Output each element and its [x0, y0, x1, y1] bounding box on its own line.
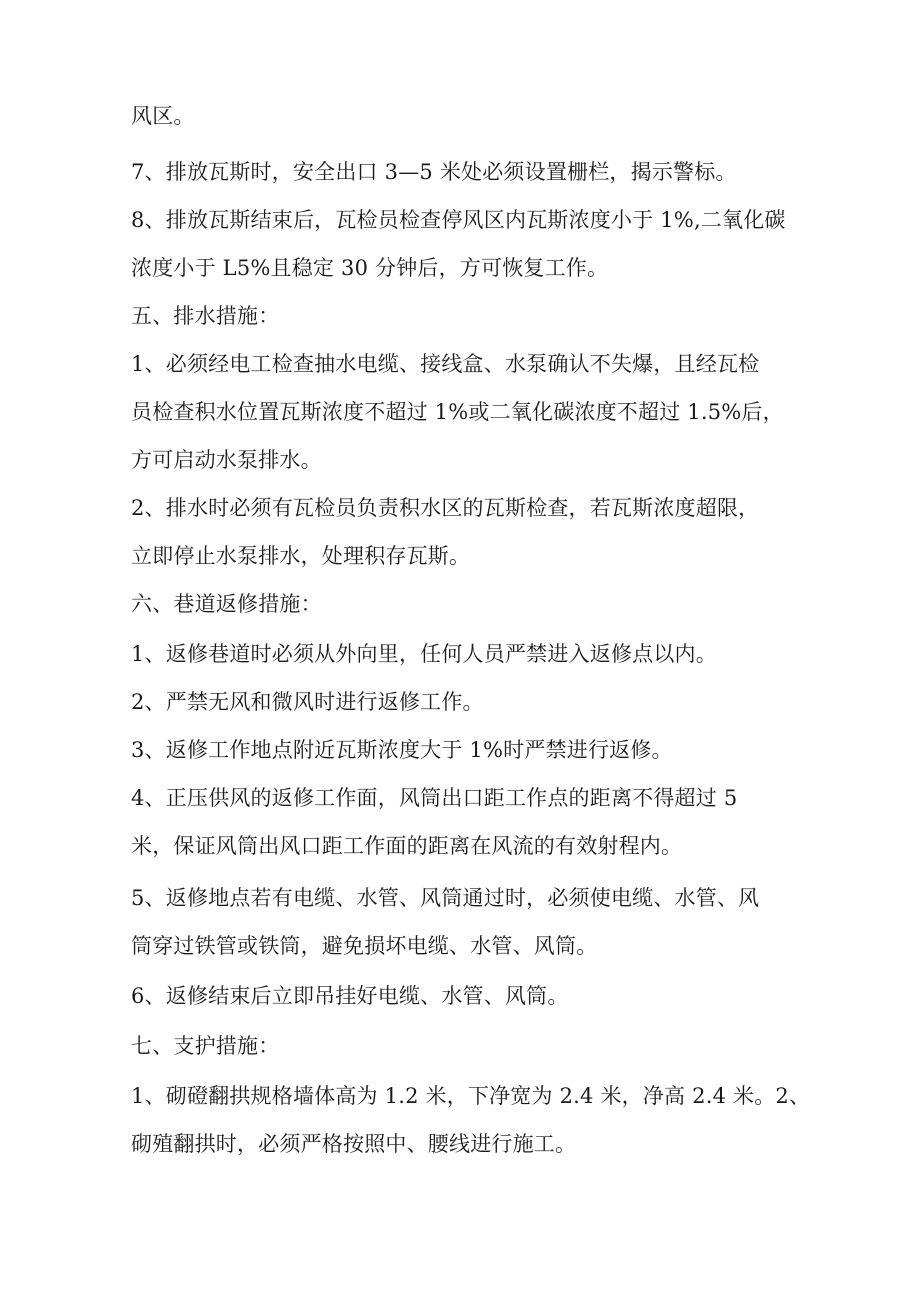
text-line: 1、返修巷道时必须从外向里，任何人员严禁进入返修点以内。: [131, 642, 717, 666]
text-line: 5、返修地点若有电缆、水管、风筒通过时，必须使电缆、水管、风: [131, 886, 760, 910]
text-line: 1、砌磴翻拱规格墙体高为 1.2 米，下净宽为 2.4 米，净高 2.4 米。2、: [131, 1084, 811, 1108]
section-heading: 五、排水措施：: [131, 304, 280, 328]
text-line: 立即停止水泵排水，处理积存瓦斯。: [131, 544, 471, 568]
text-line: 砌殖翻拱时，必须严格按照中、腰线进行施工。: [131, 1132, 577, 1156]
text-line: 浓度小于 L5%且稳定 30 分钟后，方可恢复工作。: [131, 256, 609, 280]
text-line: 7、排放瓦斯时，安全出口 3—5 米处必须设置栅栏，揭示警标。: [131, 160, 737, 184]
text-line: 2、排水时必须有瓦检员负责积水区的瓦斯检查，若瓦斯浓度超限，: [131, 496, 760, 520]
text-line: 员检查积水位置瓦斯浓度不超过 1%或二氧化碳浓度不超过 1.5%后，: [131, 400, 784, 424]
text-line: 6、返修结束后立即吊挂好电缆、水管、风筒。: [131, 984, 569, 1008]
text-line: 米，保证风筒出风口距工作面的距离在风流的有效射程内。: [131, 834, 683, 858]
text-line: 1、必须经电工检查抽水电缆、接线盒、水泵确认不失爆，且经瓦检: [131, 352, 760, 376]
text-line: 3、返修工作地点附近瓦斯浓度大于 1%时严禁进行返修。: [131, 738, 673, 762]
section-heading: 六、巷道返修措施：: [131, 592, 322, 616]
text-line: 方可启动水泵排水。: [131, 448, 322, 472]
text-line: 4、正压供风的返修工作面，风筒出口距工作点的距离不得超过 5: [131, 786, 738, 810]
text-line: 2、严禁无风和微风时进行返修工作。: [131, 690, 484, 714]
section-heading: 七、支护措施：: [131, 1034, 280, 1058]
text-line: 筒穿过铁管或铁筒，避免损坏电缆、水管、风筒。: [131, 934, 598, 958]
text-line: 风区。: [131, 104, 195, 128]
text-line: 8、排放瓦斯结束后，瓦检员检查停风区内瓦斯浓度小于 1%,二氧化碳: [131, 208, 786, 232]
